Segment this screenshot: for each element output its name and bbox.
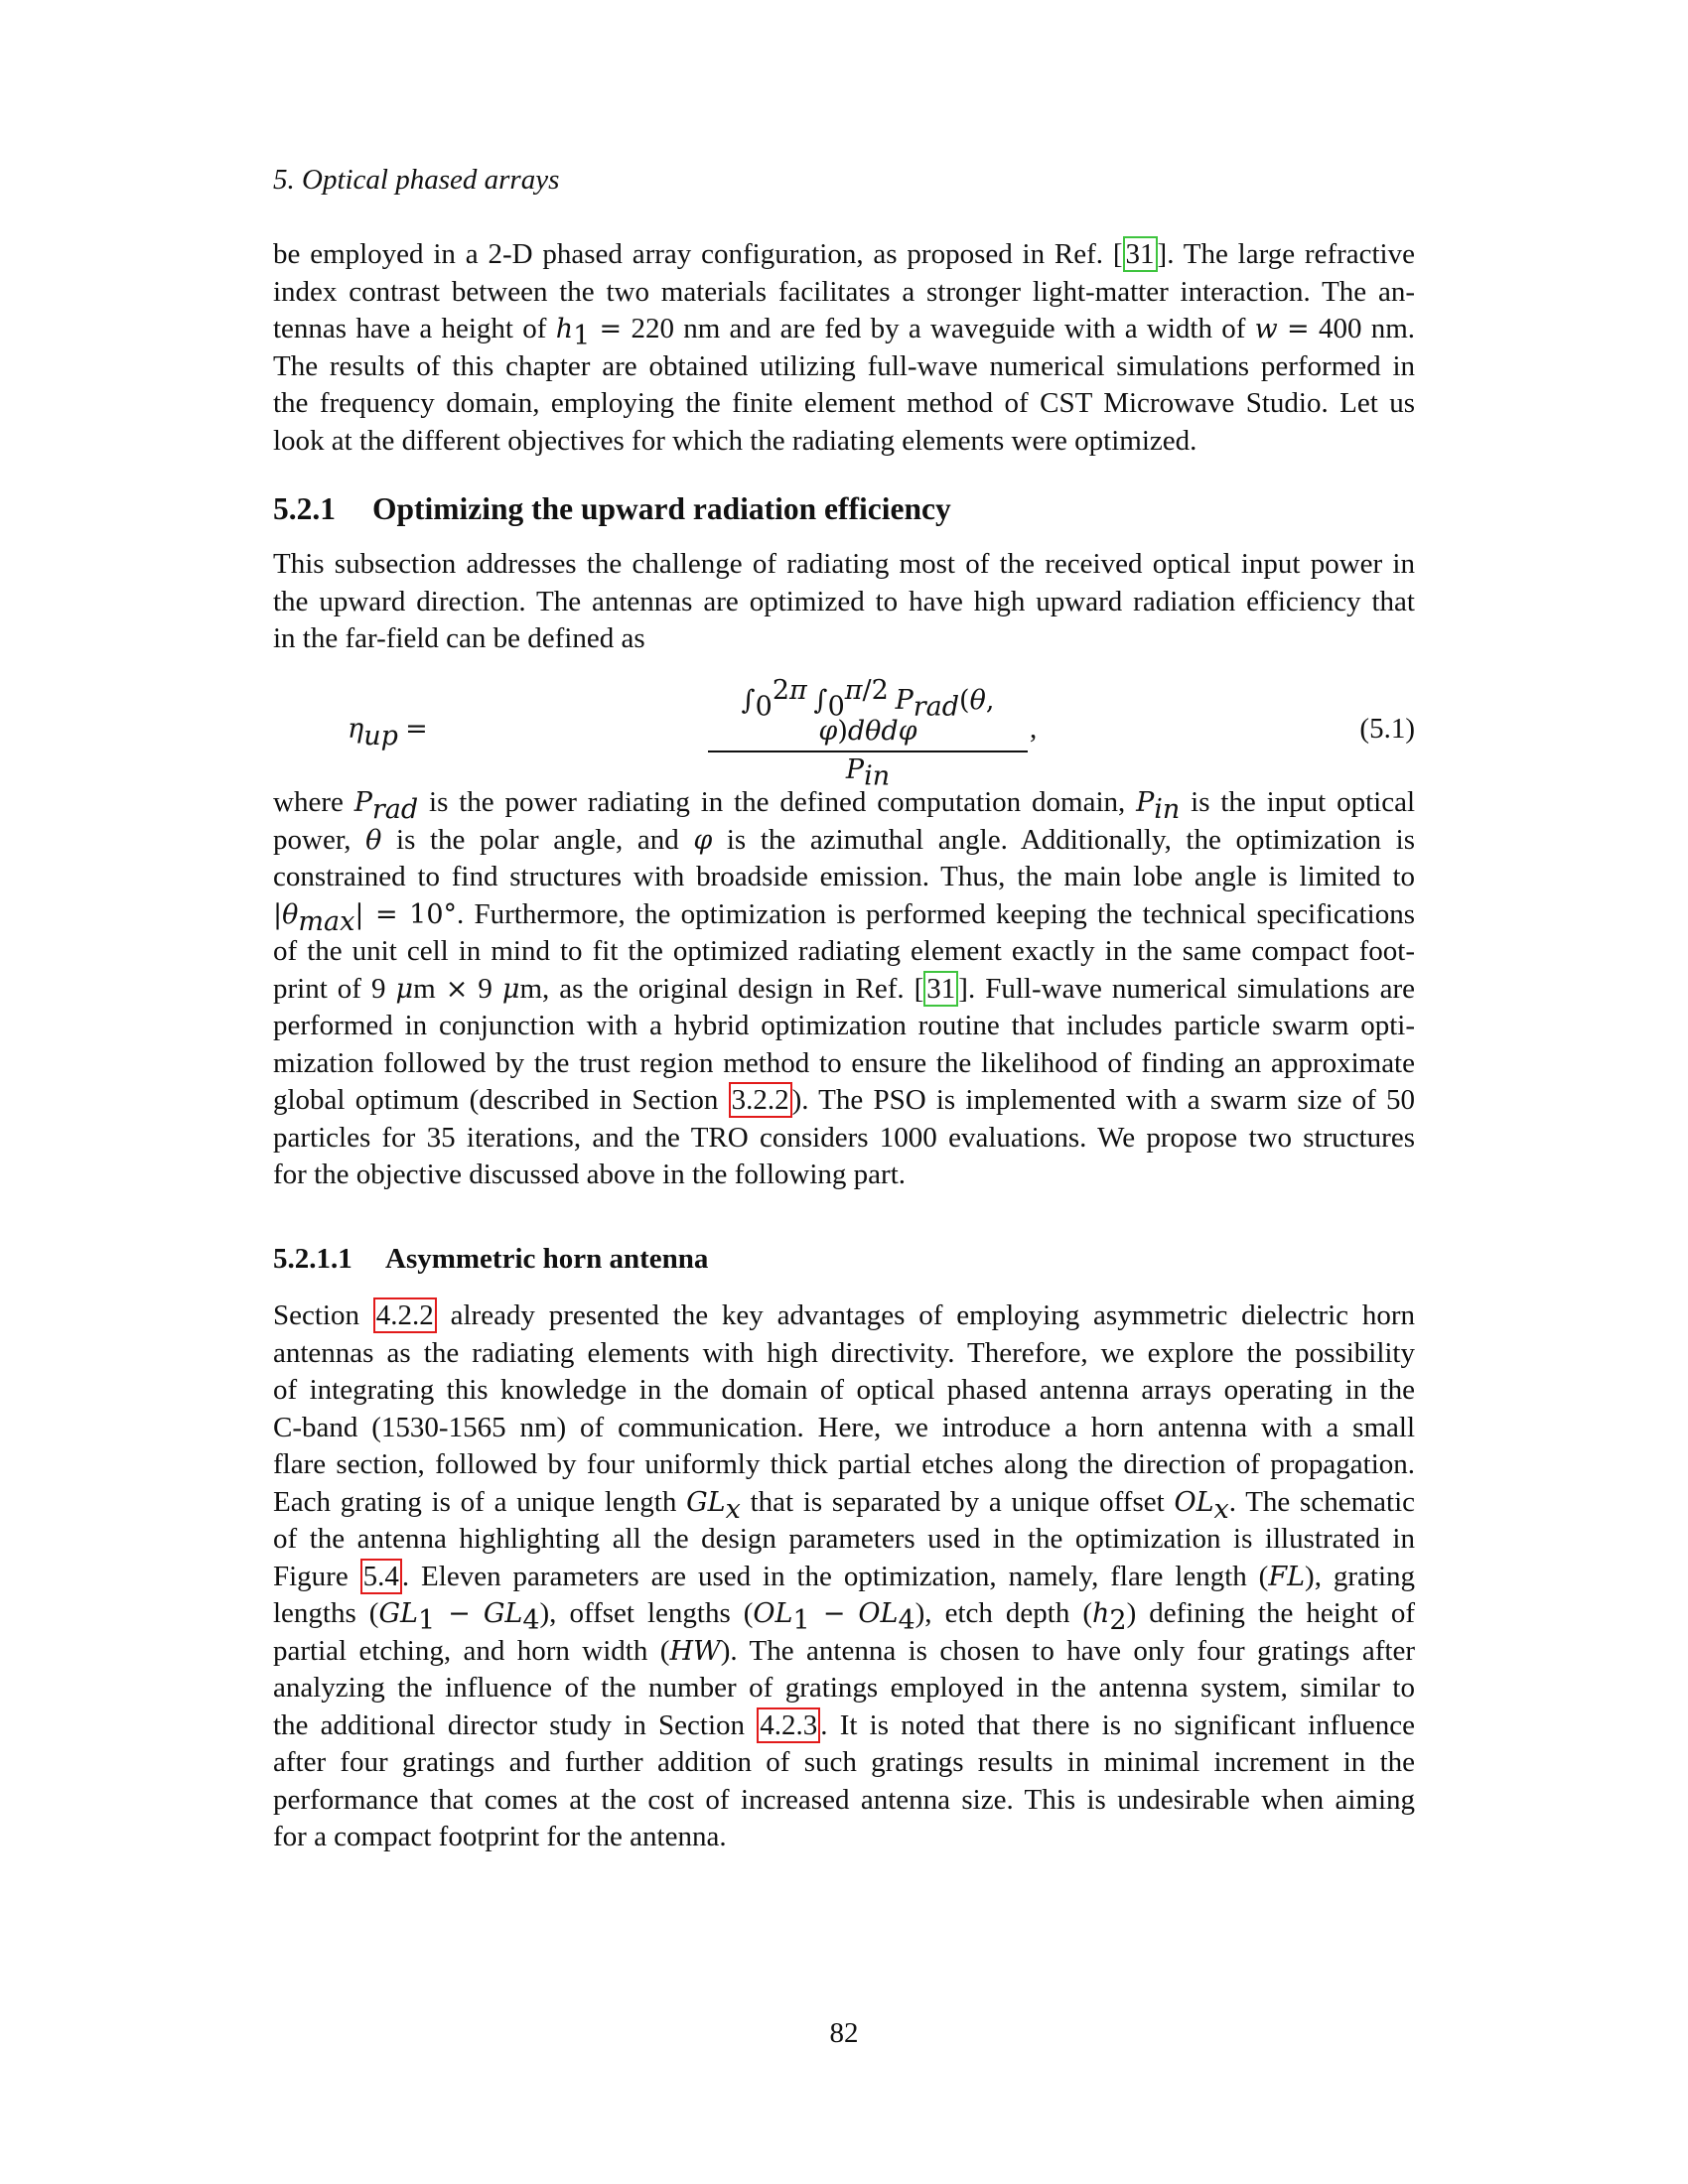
text-line: power, θ is the polar angle, and φ is the azimuthal angle. Additionally, the optimization is bbox=[273, 823, 1416, 856]
running-header: 5. Optical phased arrays bbox=[273, 164, 560, 196]
section-ref-link[interactable]: 3.2.2 bbox=[729, 1082, 792, 1118]
horn-antenna-paragraph bbox=[273, 1297, 1415, 1856]
subsection-number: 5.2.1.1 bbox=[273, 1243, 352, 1275]
text-line: after four gratings and further addition of such gratings results in minimal increment in the bbox=[273, 1746, 1415, 1778]
section-number: 5.2.1 bbox=[273, 491, 336, 526]
text-line: lengths $(GL_1 - GL_4)$, offset lengths $(OL_1 - OL_4)$, etch depth $(h_2)$ defining the height of bbox=[273, 1597, 1416, 1636]
section-ref-link[interactable]: 4.2.2 bbox=[373, 1297, 437, 1333]
text-line: Section 4.2.2 already presented the key advantages of employing asymmetric dielectric horn bbox=[273, 1299, 1415, 1331]
subsection-heading bbox=[273, 1243, 708, 1276]
text-line: Figure 5.4 . Eleven parameters are used in the optimization, namely, flare length (FL), grating bbox=[273, 1560, 1416, 1592]
efficiency-paragraph bbox=[273, 784, 1415, 1194]
citation-link[interactable]: 31 bbox=[923, 971, 958, 1007]
text-line: Each grating is of a unique length $GL_x$ that is separated by a unique offset $OL_x$. The schematic bbox=[273, 1485, 1415, 1525]
text-line: the upward direction. The antennas are optimized to have high upward radiation efficiency that bbox=[273, 585, 1415, 617]
text-line: $|\theta_{max}| = 10^\circ$. Furthermore, the optimization is performed keeping the technical specifications bbox=[273, 897, 1415, 937]
section-title: Optimizing the upward radiation efficiency bbox=[372, 491, 951, 526]
text-line: of the antenna highlighting all the design parameters used in the optimization is illustrated in bbox=[273, 1523, 1415, 1555]
text-line: mization followed by the trust region method to ensure the likelihood of finding an approximate bbox=[273, 1046, 1415, 1079]
text-line: antennas as the radiating elements with high directivity. Therefore, we explore the possibility bbox=[273, 1336, 1415, 1369]
text-line: analyzing the influence of the number of gratings employed in the antenna system, similar to bbox=[273, 1672, 1415, 1704]
text-line: the frequency domain, employing the finite element method of CST Microwave Studio. Let us bbox=[273, 387, 1415, 419]
text-line: particles for 35 iterations, and the TRO considers 1000 evaluations. We propose two structures bbox=[273, 1121, 1415, 1154]
page-number: 82 bbox=[829, 2017, 859, 2049]
equation-denominator: $P_{in}$ bbox=[845, 754, 891, 792]
text-line: in the far-field can be defined as bbox=[273, 622, 645, 654]
text-line: flare section, followed by four uniformly thick partial etches along the direction of propagation. bbox=[273, 1448, 1415, 1480]
equation-5-1: $\eta_{up}$ = $\int_0^{2\pi}$ $\int_0^{\pi/2}$ $P_{rad}(\theta$, φ)dθdφ $P_{in}$ , (5.1) bbox=[348, 675, 1415, 792]
text-line: performed in conjunction with a hybrid optimization routine that includes particle swarm opti- bbox=[273, 1010, 1415, 1041]
text-line: look at the different objectives for which the radiating elements were optimized. bbox=[273, 424, 1197, 457]
text-line: of the unit cell in mind to fit the optimized radiating element exactly in the same compact foot- bbox=[273, 935, 1415, 967]
text-line: be employed in a 2-D phased array configuration, as proposed in Ref. [ 31 ]. The large refractive bbox=[273, 238, 1415, 270]
text-line: constrained to find structures with broadside emission. Thus, the main lobe angle is limited to bbox=[273, 861, 1415, 892]
text-line: This subsection addresses the challenge of radiating most of the received optical input power in bbox=[273, 548, 1415, 580]
text-line: for the objective discussed above in the following part. bbox=[273, 1159, 907, 1190]
text-line: of integrating this knowledge in the domain of optical phased antenna arrays operating in the bbox=[273, 1374, 1415, 1406]
section-ref-link[interactable]: 4.2.3 bbox=[757, 1707, 820, 1743]
text-line: global optimum (described in Section 3.2.2 ). The PSO is implemented with a swarm size of 50 bbox=[273, 1084, 1416, 1116]
text-line: partial etching, and horn width (HW). The antenna is chosen to have only four gratings after bbox=[273, 1634, 1415, 1667]
text-line: for a compact footprint for the antenna. bbox=[273, 1821, 727, 1852]
citation-link[interactable]: 31 bbox=[1123, 236, 1158, 272]
figure-ref-link[interactable]: 5.4 bbox=[360, 1559, 402, 1594]
text-line: C-band (1530-1565 nm) of communication. Here, we introduce a horn antenna with a small bbox=[273, 1411, 1415, 1443]
intro-paragraph bbox=[273, 236, 1415, 460]
section-intro-paragraph bbox=[273, 546, 1415, 658]
subsection-title: Asymmetric horn antenna bbox=[385, 1243, 709, 1275]
equation-number: (5.1) bbox=[1359, 713, 1415, 745]
equation-numerator: $\int_0^{2\pi}$ $\int_0^{\pi/2}$ $P_{rad}(\theta$, φ)dθdφ bbox=[741, 675, 995, 747]
equation-lhs: $\eta_{up}$ = bbox=[348, 714, 428, 751]
text-line: performance that comes at the cost of increased antenna size. This is undesirable when aiming bbox=[273, 1783, 1415, 1816]
equation-fraction bbox=[708, 675, 1028, 792]
text-line: print of 9 μm × 9 μm, as the original design in Ref. [ 31 ]. Full-wave numerical simulations are bbox=[273, 972, 1415, 1005]
section-heading bbox=[273, 491, 951, 527]
text-line: The results of this chapter are obtained utilizing full-wave numerical simulations performed in bbox=[273, 349, 1415, 382]
text-line: index contrast between the two materials facilitates a stronger light-matter interaction. The an- bbox=[273, 275, 1415, 308]
text-line: the additional director study in Section 4.2.3 . It is noted that there is no significant influence bbox=[273, 1708, 1415, 1741]
text-line: tennas have a height of $h_1 = 220$ nm and are fed by a waveguide with a width of w = 400 nm. bbox=[273, 313, 1416, 351]
text-line: where $P_{rad}$ is the power radiating in the defined computation domain, $P_{in}$ is the input optical bbox=[273, 786, 1416, 825]
